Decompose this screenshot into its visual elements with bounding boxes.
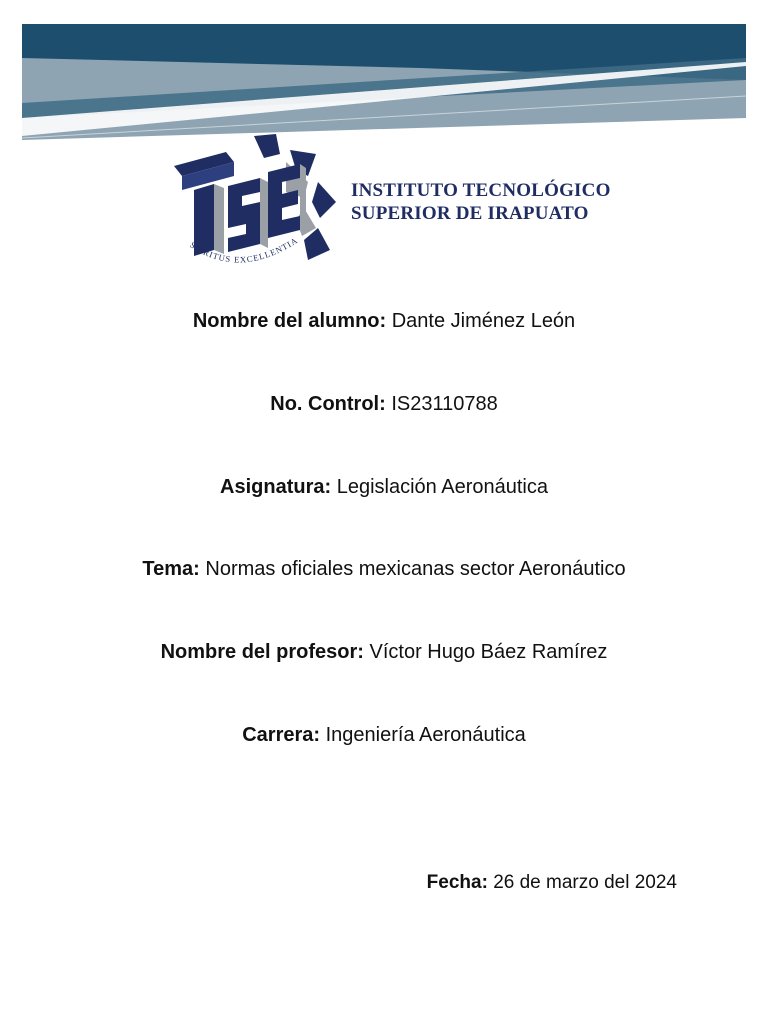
career-value: Ingeniería Aeronáutica bbox=[325, 724, 526, 746]
professor-label: Nombre del profesor: bbox=[160, 641, 364, 663]
career-line bbox=[0, 724, 768, 747]
date-value: 26 de marzo del 2024 bbox=[493, 872, 677, 893]
logo-motto: SPIRITUS EXCELLENTIA bbox=[188, 234, 300, 265]
institution-name-line2: SUPERIOR DE IRAPUATO bbox=[351, 203, 589, 224]
control-number-value: IS23110788 bbox=[391, 393, 498, 415]
topic-line bbox=[0, 558, 768, 581]
institution-name bbox=[351, 179, 611, 225]
topic-label: Tema: bbox=[142, 558, 200, 580]
subject-line bbox=[0, 476, 768, 499]
student-name-label: Nombre del alumno: bbox=[192, 310, 387, 332]
institution-name-line1: INSTITUTO TECNOLÓGICO bbox=[351, 180, 611, 201]
date-line bbox=[427, 872, 677, 894]
institution-logo bbox=[168, 132, 618, 277]
ise-logo-icon bbox=[168, 132, 343, 277]
subject-value: Legislación Aeronáutica bbox=[336, 476, 548, 498]
professor-line bbox=[0, 641, 768, 664]
control-number-label: No. Control: bbox=[270, 393, 386, 415]
header-banner bbox=[0, 0, 768, 150]
date-label: Fecha: bbox=[426, 872, 488, 893]
control-number-line bbox=[0, 393, 768, 416]
student-name-value: Dante Jiménez León bbox=[391, 310, 576, 332]
student-name-line bbox=[0, 310, 768, 333]
professor-value: Víctor Hugo Báez Ramírez bbox=[369, 641, 608, 663]
career-label: Carrera: bbox=[242, 724, 321, 746]
subject-label: Asignatura: bbox=[220, 476, 332, 498]
topic-value: Normas oficiales mexicanas sector Aeronáutico bbox=[205, 558, 626, 580]
